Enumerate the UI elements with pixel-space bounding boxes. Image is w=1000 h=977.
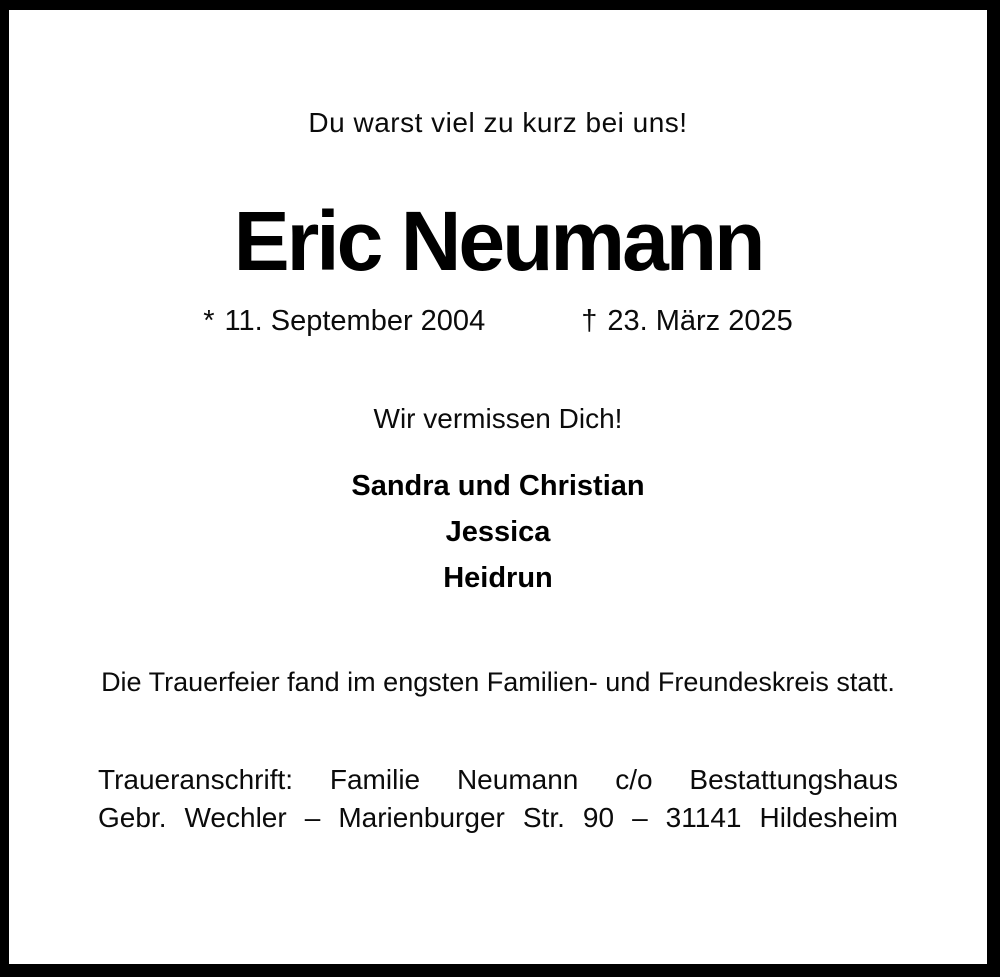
mourner-name: Jessica [445, 516, 551, 549]
missing-line: Wir vermissen Dich! [373, 403, 623, 435]
mourning-address [98, 761, 898, 837]
obituary-notice [9, 10, 987, 964]
birth-date-text: 11. September 2004 [224, 305, 486, 338]
birth-date [203, 301, 485, 341]
death-date-text: 23. März 2025 [607, 305, 793, 338]
death-cross-symbol: † [581, 305, 598, 338]
mourners-list [9, 463, 987, 601]
life-dates [9, 301, 987, 341]
deceased-name: Eric Neumann [233, 194, 763, 288]
mourner-name: Sandra und Christian [351, 470, 645, 503]
opening-line: Du warst viel zu kurz bei uns! [308, 107, 688, 138]
address-line-1: Traueranschrift: Familie Neumann c/o Bestattungshaus [98, 764, 898, 796]
mourner-name: Heidrun [443, 562, 553, 595]
death-date [581, 301, 793, 341]
birth-star-symbol: * [203, 305, 215, 338]
funeral-note: Die Trauerfeier fand im engsten Familien- und Freundeskreis statt. [101, 667, 895, 698]
address-line-2: Gebr. Wechler – Marienburger Str. 90 – 31141 Hildesheim [98, 802, 898, 834]
